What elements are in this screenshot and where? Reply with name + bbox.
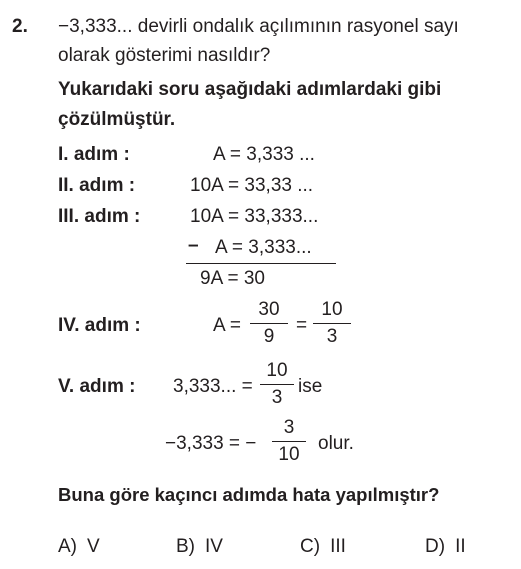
step-3-subtrahend: A = 3,333... (215, 237, 312, 258)
step-1-expression: A = 3,333 ... (213, 144, 315, 165)
step-4-fraction-2 (313, 300, 351, 346)
step-5-lhs: 3,333... = (173, 376, 253, 397)
fraction-denominator: 3 (271, 387, 283, 408)
step-2-expression: 10A = 33,33 ... (190, 175, 314, 196)
fraction-bar (250, 323, 288, 324)
fraction-numerator: 30 (258, 299, 280, 320)
step-5-line-2-lhs: −3,333 = − (165, 433, 257, 454)
step-4-lhs: A = (213, 315, 241, 336)
step-3-subtraction-line (186, 263, 336, 264)
fraction-denominator: 9 (263, 326, 275, 347)
step-2-label: II. adım : (58, 175, 136, 196)
option-d[interactable] (425, 537, 466, 556)
question-prompt: Buna göre kaçıncı adımda hata yapılmıştır? (58, 484, 440, 505)
step-4-fraction-1 (250, 300, 288, 346)
step-4-label: IV. adım : (58, 315, 141, 336)
option-value: IV (205, 536, 223, 557)
fraction-bar (260, 384, 294, 385)
step-3-minus-sign: – (188, 235, 199, 256)
solution-intro-line-2: çözülmüştür. (58, 109, 176, 130)
step-5-line-2-fraction (272, 418, 306, 464)
fraction-numerator: 3 (283, 417, 295, 438)
solution-intro-line-1: Yukarıdaki soru aşağıdaki adımlardaki gibi (58, 79, 442, 100)
step-5-line-2-tail: olur. (318, 433, 354, 454)
option-a[interactable] (58, 537, 100, 556)
step-3-result: 9A = 30 (200, 268, 265, 289)
fraction-denominator: 3 (326, 326, 338, 347)
question-stem-line-1: −3,333... devirli ondalık açılımının rasyonel sayı (58, 16, 459, 37)
fraction-bar (272, 441, 306, 442)
question-stem-line-2: olarak gösterimi nasıldır? (58, 45, 271, 66)
step-5-fraction (260, 361, 294, 407)
step-5-tail: ise (298, 376, 323, 397)
step-1-label: I. adım : (58, 144, 130, 165)
step-3-expression: 10A = 33,333... (190, 206, 319, 227)
fraction-numerator: 10 (266, 360, 288, 381)
option-letter: C) (300, 536, 321, 557)
step-3-label: III. adım : (58, 206, 141, 227)
option-c[interactable] (300, 537, 346, 556)
fraction-numerator: 10 (321, 299, 343, 320)
fraction-denominator: 10 (278, 444, 300, 465)
question-number: 2. (12, 16, 28, 37)
option-letter: A) (58, 536, 77, 557)
option-b[interactable] (176, 537, 223, 556)
option-letter: D) (425, 536, 446, 557)
option-value: II (455, 536, 466, 557)
fraction-bar (313, 323, 351, 324)
step-5-label: V. adım : (58, 376, 136, 397)
step-4-equals: = (296, 315, 308, 336)
option-letter: B) (176, 536, 195, 557)
option-value: V (87, 536, 100, 557)
option-value: III (330, 536, 346, 557)
